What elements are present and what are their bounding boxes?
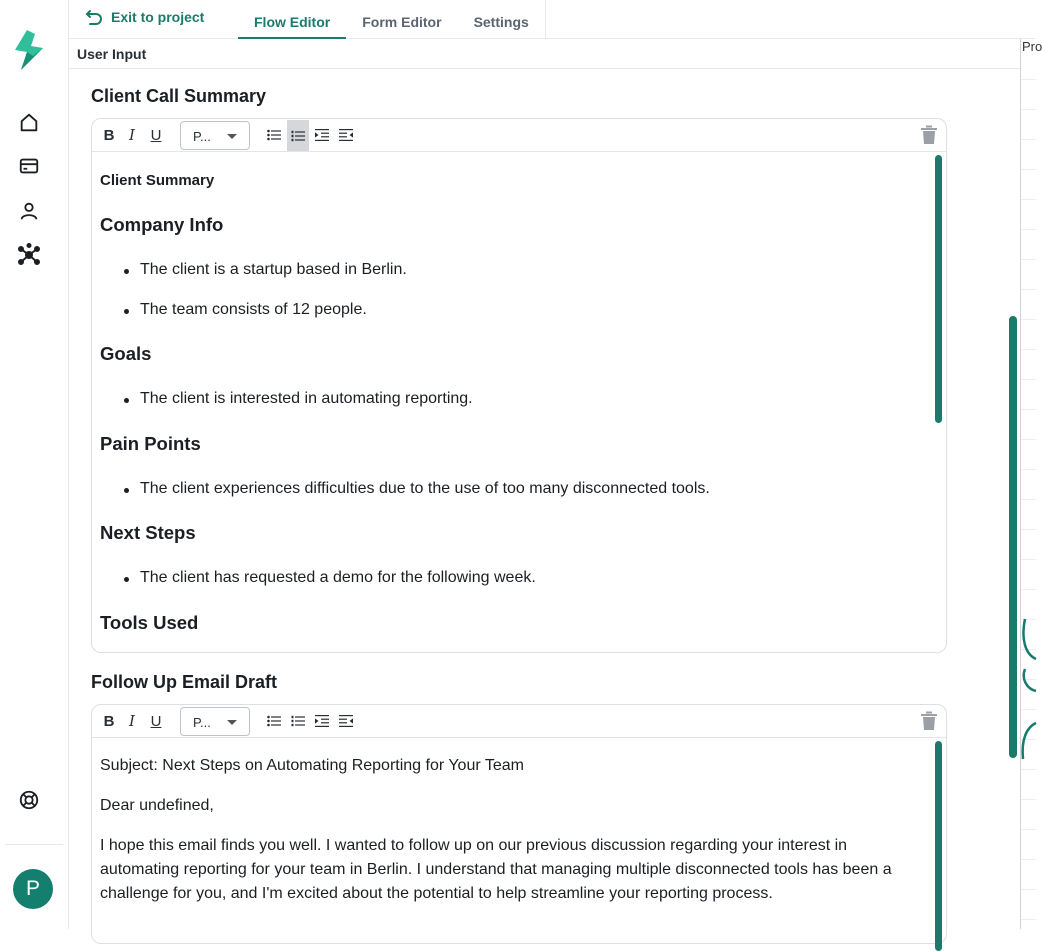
flow-connector-curves	[1021, 619, 1036, 759]
outdent-icon[interactable]	[335, 124, 357, 146]
section-heading: Goals	[100, 343, 152, 364]
content-heading: Client Summary	[100, 172, 215, 189]
block-format-value: P...	[193, 129, 211, 144]
block-format-select[interactable]	[180, 121, 250, 150]
exit-label: Exit to project	[111, 9, 205, 25]
list-item: The client is interested in automating reporting.	[140, 390, 473, 407]
user-icon[interactable]	[17, 199, 41, 223]
tab-form-editor[interactable]: Form Editor	[362, 14, 442, 30]
editor-content[interactable]	[92, 738, 946, 943]
breadcrumb: User Input	[69, 39, 1021, 69]
credit-card-icon[interactable]	[17, 154, 41, 178]
bullet-list-icon[interactable]	[263, 710, 285, 732]
section-heading: Pain Points	[100, 433, 201, 454]
tab-settings[interactable]: Settings	[473, 14, 529, 30]
page-scrollbar[interactable]	[1009, 316, 1017, 758]
outdent-icon[interactable]	[335, 710, 357, 732]
email-subject: Subject: Next Steps on Automating Reporting for Your Team	[100, 757, 524, 774]
canvas-label: Pro	[1022, 39, 1042, 54]
italic-button[interactable]: I	[129, 126, 135, 144]
bold-button[interactable]: B	[103, 126, 115, 144]
canvas-preview[interactable]	[1020, 39, 1042, 929]
underline-button[interactable]: U	[150, 712, 162, 730]
section-heading: Tools Used	[100, 612, 199, 633]
editor-tabs	[238, 0, 546, 39]
app-logo-icon[interactable]	[13, 30, 45, 80]
indent-icon[interactable]	[311, 710, 333, 732]
rail-divider	[5, 844, 63, 845]
left-rail	[0, 0, 69, 929]
client-call-summary-title: Client Call Summary	[91, 86, 267, 106]
section-heading: Company Info	[100, 214, 224, 235]
list-item: The client has requested a demo for the following week.	[140, 569, 536, 586]
list-item: The client is a startup based in Berlin.	[140, 261, 407, 278]
indent-icon[interactable]	[311, 124, 333, 146]
follow-up-email-editor	[91, 704, 947, 944]
trash-icon[interactable]	[920, 711, 938, 731]
bold-button[interactable]: B	[103, 712, 115, 730]
avatar[interactable]: P	[13, 869, 53, 909]
chevron-down-icon	[227, 134, 237, 139]
editor-toolbar	[92, 705, 946, 738]
email-greeting: Dear undefined,	[100, 797, 214, 814]
trash-icon[interactable]	[920, 125, 938, 145]
editor-scrollbar[interactable]	[935, 741, 942, 951]
client-call-summary-editor	[91, 118, 947, 653]
follow-up-email-title: Follow Up Email Draft	[91, 672, 278, 692]
bullet-list-icon[interactable]	[263, 124, 285, 146]
list-item: The client experiences difficulties due to the use of too many disconnected tools.	[140, 480, 710, 497]
list-item: The team consists of 12 people.	[140, 301, 367, 318]
numbered-list-icon[interactable]	[287, 710, 309, 732]
italic-button[interactable]: I	[129, 712, 135, 730]
section-heading: Next Steps	[100, 522, 196, 543]
numbered-list-icon[interactable]	[287, 120, 309, 151]
top-bar	[69, 0, 1035, 39]
email-paragraph: I hope this email finds you well. I wanted to follow up on our previous discussion regarding your interest in automating reporting for your team in Berlin. I understand that managing multiple disconnected tools has been a challenge for you, and I'm excited about the potential to help streamline your reporting process.	[100, 837, 892, 902]
tab-flow-editor[interactable]: Flow Editor	[238, 0, 346, 39]
undo-arrow-icon	[85, 9, 103, 25]
editor-scrollbar[interactable]	[935, 155, 942, 423]
home-icon[interactable]	[17, 111, 41, 135]
block-format-select[interactable]	[180, 707, 250, 736]
chevron-down-icon	[227, 720, 237, 725]
underline-button[interactable]: U	[150, 126, 162, 144]
block-format-value: P...	[193, 715, 211, 730]
help-lifebuoy-icon[interactable]	[17, 788, 41, 812]
network-icon[interactable]	[17, 243, 41, 267]
editor-content[interactable]	[92, 152, 946, 652]
editor-toolbar	[92, 119, 946, 152]
exit-to-project-button[interactable]	[85, 9, 204, 25]
